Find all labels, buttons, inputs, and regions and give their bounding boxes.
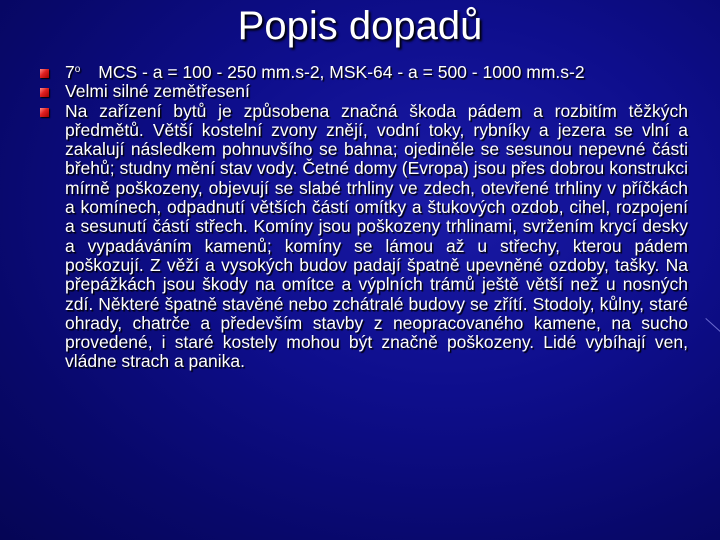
intensity-values: MCS - a = 100 - 250 mm.s-2, MSK-64 - a = 500 - 1000 mm.s-2 <box>98 62 585 82</box>
bullet-item-description <box>40 102 688 372</box>
bullet-text <box>65 62 585 82</box>
degree-superscript: o <box>74 64 81 75</box>
square-bullet-icon <box>40 88 49 97</box>
bullet-item-name <box>40 82 688 101</box>
square-bullet-icon <box>40 108 49 117</box>
bullet-text: Na zařízení bytů je způsobena značná škoda pádem a rozbitím těžkých předmětů. Větší kostelní zvony znějí, vodní toky, rybníky a jezera se vlní a zakalují následkem pohnuvšího se bahna; ojediněle se sesunou nepevné části břehů; studny mění stav vody. Četné domy (Evropa) jsou přes dobrou konstrukci mírně poškozeny, objevují se slabé trhliny ve zdech, otevřené trhliny v příčkách a komínech, odpadnutí větších částí omítky a štukových ozdob, cihel, rozpojení a sesunutí částí střech. Komíny jsou poškozeny trhlinami, svržením krycí desky a vypadáváním kamenů; komíny se lámou až u střechy, kterou pádem poškozují. Z věží a vysokých budov padají špatně upevněné ozdoby, tašky. Na přepážkách jsou škody na omítce a výplních trámů ještě větší než u nosných zdí. Některé špatně stavěné nebo zchátralé budovy se zřítí. Stodoly, kůlny, staré ohrady, chatrče a především stavby z neopracovaného kamene, na sucho provedené, i staré kostely mohou být značně poškozeny. Lidé vybíhají ven, vládne strach a panika. <box>65 100 688 372</box>
bullet-text: Velmi silné zemětřesení <box>65 81 250 102</box>
slide-title: Popis dopadů <box>237 4 483 48</box>
bullet-list <box>40 63 688 372</box>
decorative-line <box>705 318 720 336</box>
square-bullet-icon <box>40 69 49 78</box>
intensity-degree: 7 <box>65 62 75 82</box>
bullet-item-intensity <box>40 63 688 82</box>
